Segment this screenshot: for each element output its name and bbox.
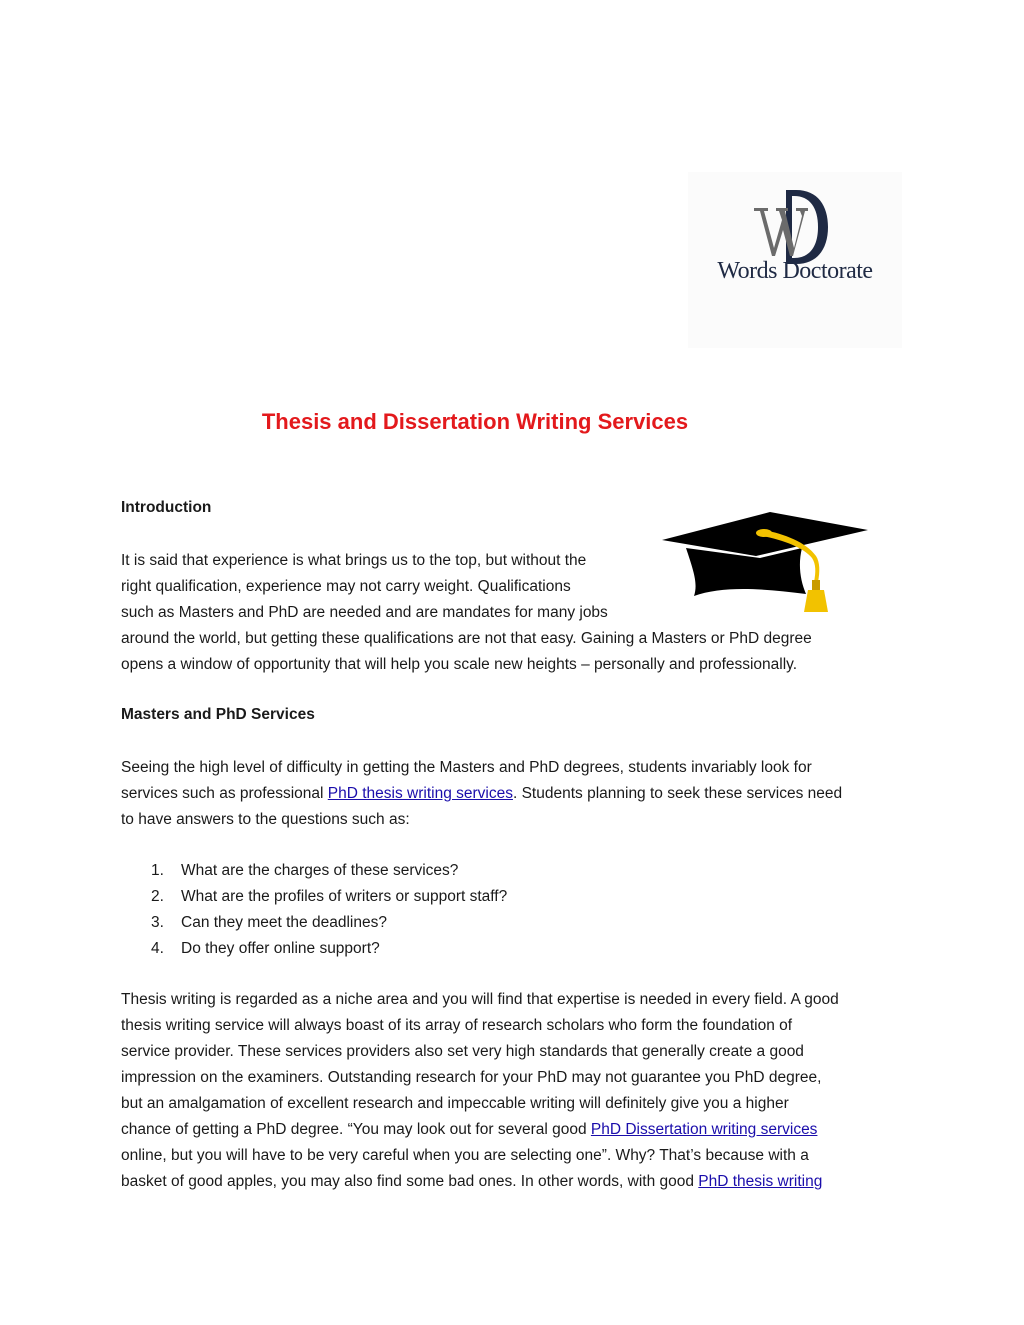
masters-line: to have answers to the questions such as: (121, 811, 410, 828)
intro-line: It is said that experience is what brings us to the top, but without the (121, 552, 587, 569)
intro-line: such as Masters and PhD are needed and are mandates for many jobs (121, 604, 608, 621)
thesis-line (121, 1169, 911, 1195)
thesis-line-text: chance of getting a PhD degree. “You may look out for several good (121, 1121, 591, 1138)
list-item-text: Do they offer online support? (181, 940, 380, 957)
list-item (121, 884, 507, 910)
section-heading-masters-phd: Masters and PhD Services (121, 706, 315, 723)
questions-list (121, 858, 507, 962)
list-number: 2. (151, 888, 164, 905)
list-item (121, 910, 507, 936)
intro-line: opens a window of opportunity that will help you scale new heights – personally and professionally. (121, 656, 798, 673)
phd-thesis-writing-services-link[interactable]: PhD thesis writing services (327, 785, 513, 802)
list-number: 3. (151, 914, 164, 931)
intro-paragraph (121, 548, 911, 678)
masters-paragraph (121, 755, 911, 833)
list-item (121, 858, 507, 884)
masters-line-text: services such as professional (121, 785, 328, 802)
thesis-line: service provider. These services providers also set very high standards that generally create a good (121, 1043, 804, 1060)
list-item-text: What are the profiles of writers or support staff? (181, 888, 508, 905)
masters-line-text: . Students planning to seek these services need (512, 785, 843, 802)
list-number: 4. (151, 940, 164, 957)
intro-line: around the world, but getting these qualifications are not that easy. Gaining a Masters or PhD degree (121, 630, 812, 647)
thesis-line: online, but you will have to be very careful when you are selecting one”. Why? That’s because with a (121, 1147, 809, 1164)
thesis-line: thesis writing service will always boast of its array of research scholars who form the foundation of (121, 1017, 793, 1034)
logo-wordmark: Words Doctorate (717, 258, 873, 284)
page-title: Thesis and Dissertation Writing Services (261, 409, 689, 434)
section-heading-introduction: Introduction (121, 499, 212, 516)
list-number: 1. (151, 862, 164, 879)
intro-line: right qualification, experience may not carry weight. Qualifications (121, 578, 571, 595)
phd-thesis-writing-link[interactable]: PhD thesis writing (698, 1173, 823, 1190)
list-item-text: What are the charges of these services? (181, 862, 459, 879)
thesis-line-text: basket of good apples, you may also find some bad ones. In other words, with good (121, 1173, 699, 1190)
words-doctorate-logo (688, 172, 902, 348)
wd-monogram-icon (752, 186, 832, 268)
thesis-line: impression on the examiners. Outstanding research for your PhD may not guarantee you PhD degree, (121, 1069, 822, 1086)
thesis-line (121, 1117, 911, 1143)
phd-dissertation-writing-services-link[interactable]: PhD Dissertation writing services (590, 1121, 818, 1138)
thesis-line: Thesis writing is regarded as a niche area and you will find that expertise is needed in every field. A good (121, 991, 839, 1008)
masters-line: Seeing the high level of difficulty in getting the Masters and PhD degrees, students invariably look for (121, 759, 812, 776)
thesis-line: but an amalgamation of excellent research and impeccable writing will definitely give you a higher (121, 1095, 789, 1112)
thesis-paragraph (121, 987, 911, 1195)
masters-line (121, 781, 911, 807)
list-item (121, 936, 507, 962)
list-item-text: Can they meet the deadlines? (181, 914, 387, 931)
